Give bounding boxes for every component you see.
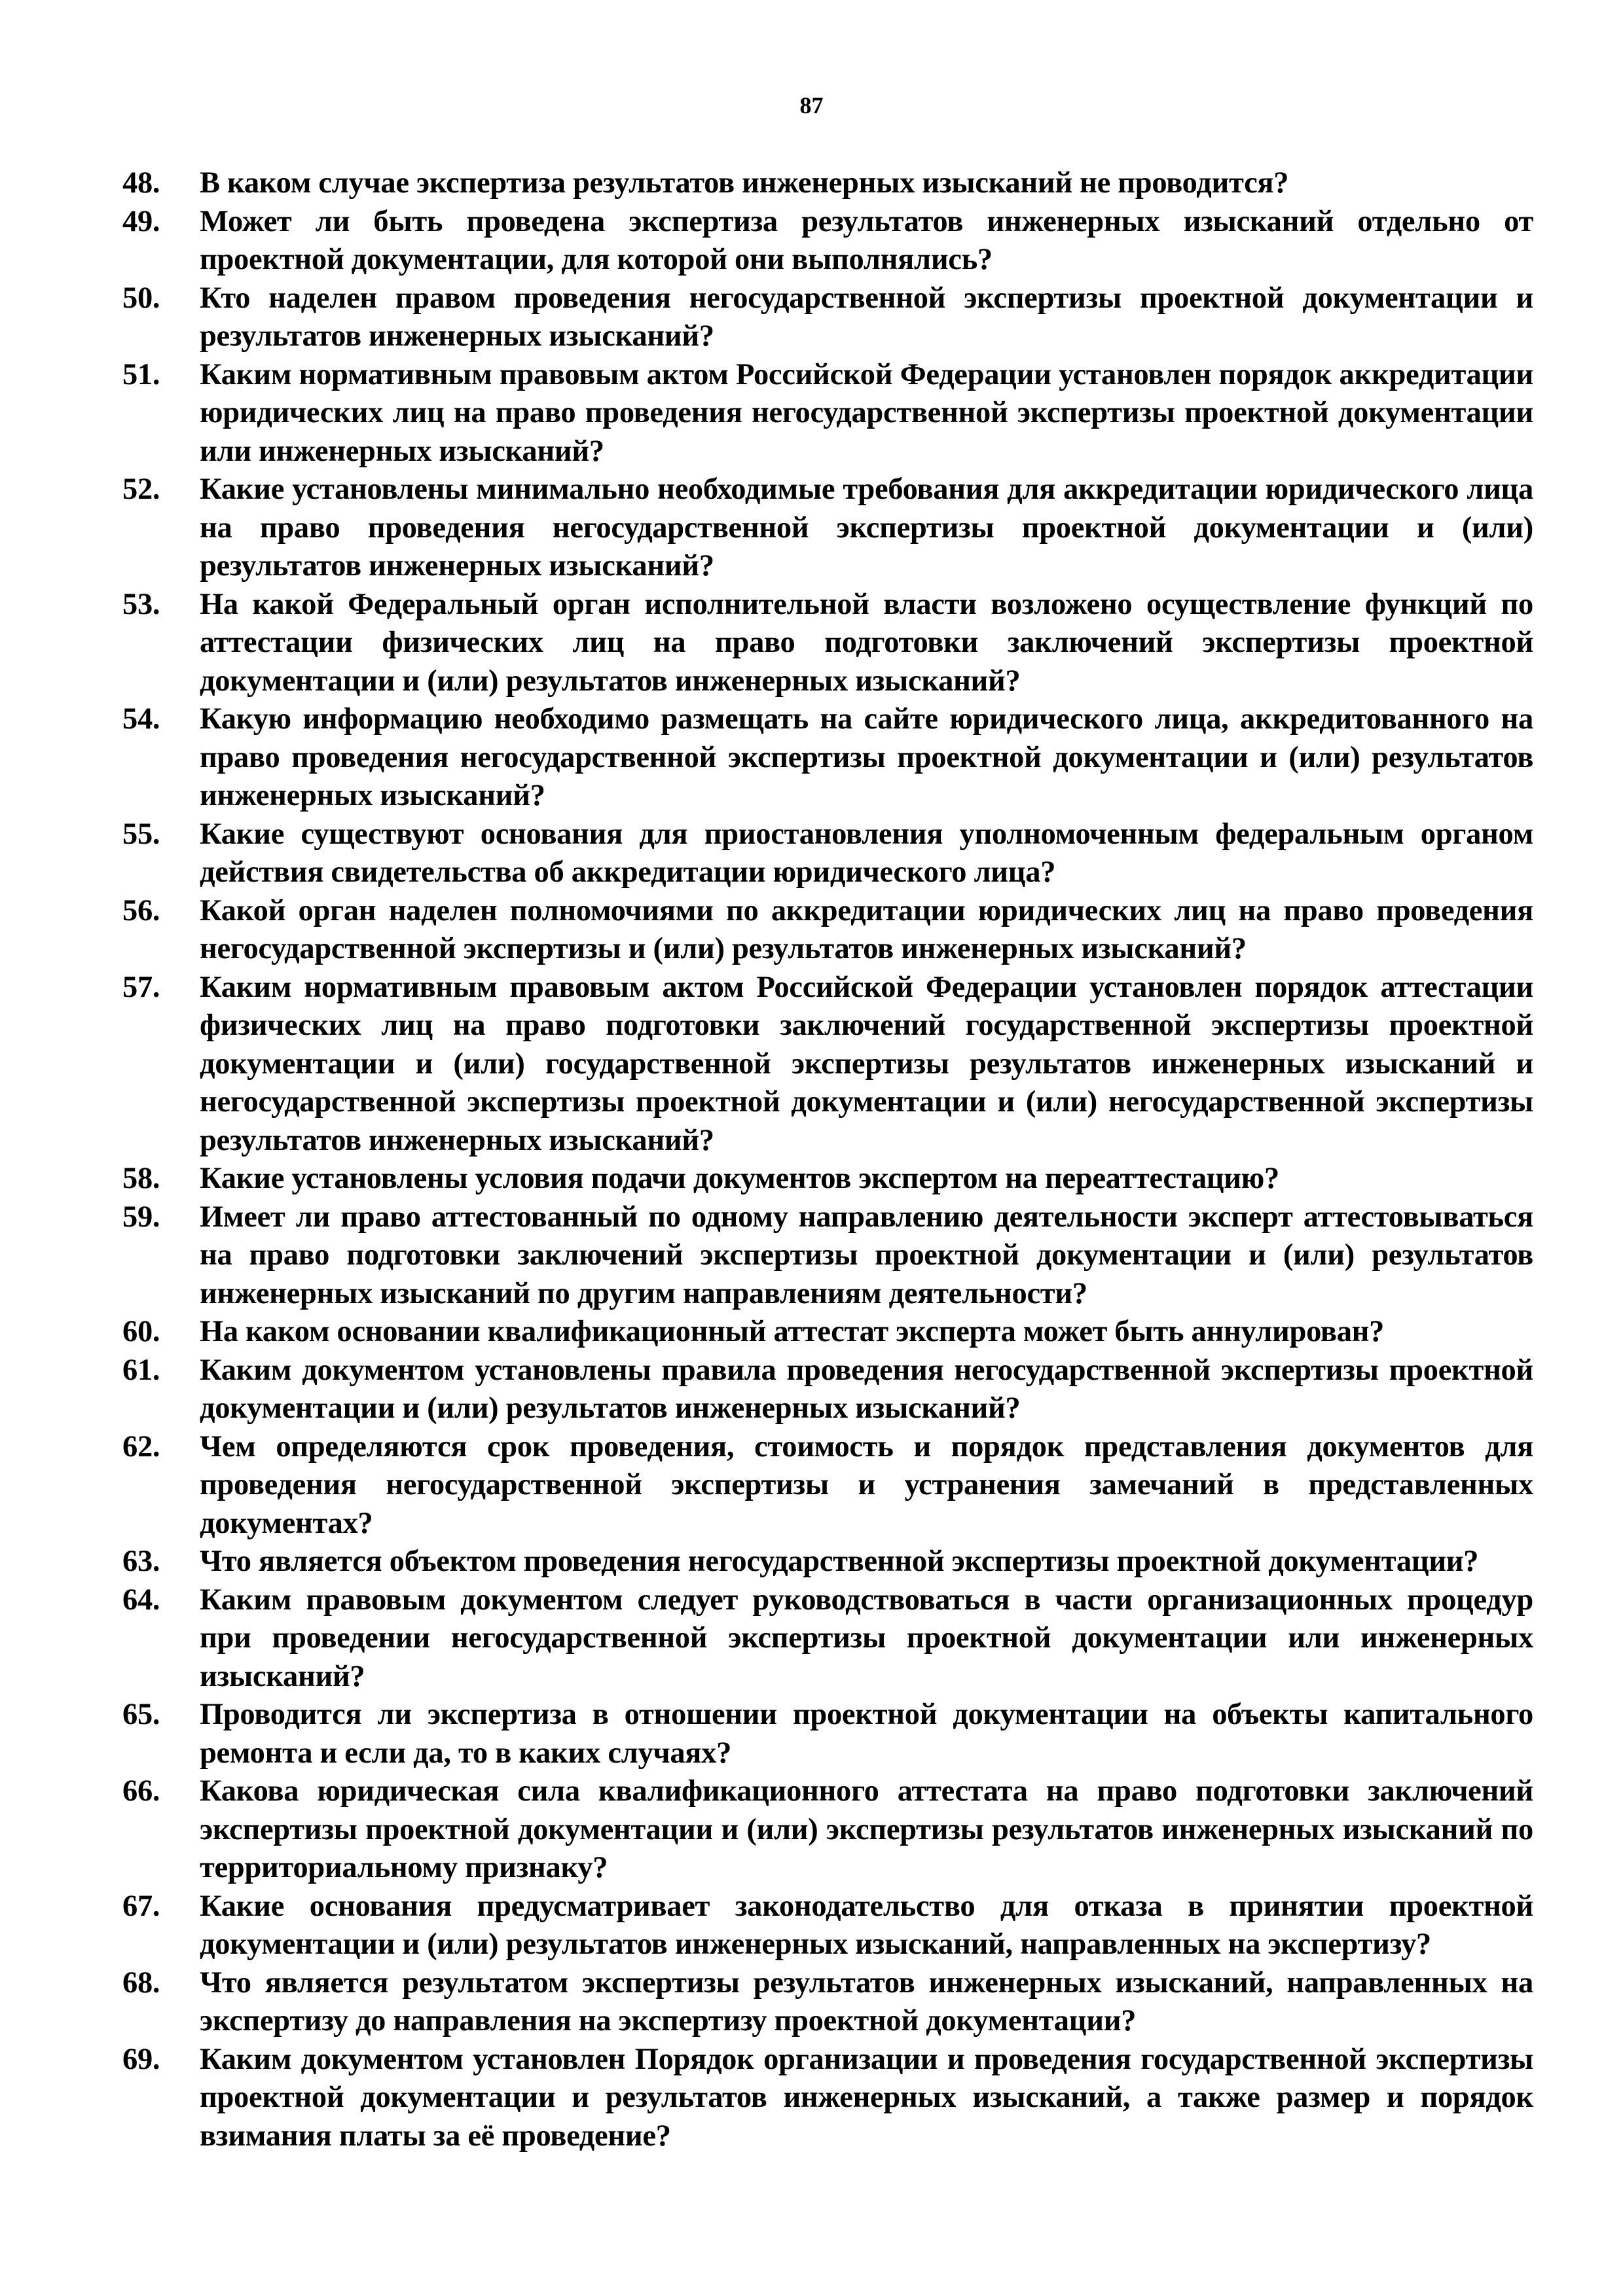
- question-number: 58.: [122, 1162, 160, 1195]
- question-number: 61.: [122, 1353, 160, 1387]
- question-item: [122, 1352, 1533, 1428]
- question-text: Что является объектом проведения негосударственной экспертизы проектной документации?: [200, 1545, 1479, 1578]
- question-text: Какую информацию необходимо размещать на сайте юридического лица, аккредитованного на право проведения негосударственной экспертизы проектной документации и (или) результатов инженерных изысканий?: [200, 702, 1533, 812]
- question-text: Проводится ли экспертиза в отношении проектной документации на объекты капитального ремонта и если да, то в каких случаях?: [200, 1698, 1533, 1770]
- question-number: 52.: [122, 473, 160, 506]
- question-item: [122, 164, 1533, 203]
- question-number: 50.: [122, 281, 160, 315]
- question-text: Может ли быть проведена экспертиза результатов инженерных изысканий отдельно от проектной документации, для которой они выполнялись?: [200, 204, 1533, 276]
- question-item: [122, 1428, 1533, 1543]
- question-number: 55.: [122, 817, 160, 851]
- question-item: [122, 471, 1533, 586]
- question-text: Каким правовым документом следует руководствоваться в части организационных процедур при проведении негосударственной экспертизы проектной документации или инженерных изысканий?: [200, 1583, 1533, 1693]
- question-number: 68.: [122, 1965, 160, 2000]
- question-number: 69.: [122, 2042, 160, 2076]
- page-number: 87: [799, 92, 824, 118]
- question-item: [122, 1198, 1533, 1314]
- question-text: Какие основания предусматривает законодательство для отказа в принятии проектной документации и (или) результатов инженерных изысканий, направленных на экспертизу?: [200, 1889, 1533, 1961]
- question-number: 67.: [122, 1889, 160, 1923]
- question-item: [122, 1313, 1533, 1352]
- question-item: [122, 892, 1533, 969]
- question-text: В каком случае экспертиза результатов инженерных изысканий не проводится?: [200, 166, 1289, 200]
- question-number: 65.: [122, 1698, 160, 1731]
- question-item: [122, 1581, 1533, 1696]
- question-item: [122, 1772, 1533, 1888]
- question-item: [122, 1160, 1533, 1198]
- question-item: [122, 1888, 1533, 1964]
- question-number: 62.: [122, 1429, 160, 1463]
- question-list: [122, 164, 1533, 2155]
- question-item: [122, 1696, 1533, 1772]
- question-number: 57.: [122, 970, 160, 1004]
- question-number: 59.: [122, 1200, 160, 1234]
- question-text: Чем определяются срок проведения, стоимость и порядок представления документов для проведения негосударственной экспертизы и устранения замечаний в представленных документах?: [200, 1429, 1533, 1540]
- question-number: 51.: [122, 357, 160, 391]
- question-number: 49.: [122, 204, 160, 238]
- question-number: 54.: [122, 702, 160, 736]
- question-text: На какой Федеральный орган исполнительной власти возложено осуществление функций по аттестации физических лиц на право подготовки заключений экспертизы проектной документации и (или) результатов инженерных изысканий?: [200, 587, 1533, 698]
- question-text: Какие установлены условия подачи документов экспертом на переаттестацию?: [200, 1162, 1279, 1195]
- question-number: 60.: [122, 1315, 160, 1348]
- question-item: [122, 356, 1533, 471]
- question-text: Каким нормативным правовым актом Российской Федерации установлен порядок аккредитации юридических лиц на право проведения негосударственной экспертизы проектной документации или инженерных изысканий?: [200, 357, 1533, 468]
- question-item: [122, 2041, 1533, 2156]
- question-number: 48.: [122, 166, 160, 200]
- question-item: [122, 1964, 1533, 2041]
- question-item: [122, 969, 1533, 1160]
- question-text: Какой орган наделен полномочиями по аккредитации юридических лиц на право проведения негосударственной экспертизы и (или) результатов инженерных изысканий?: [200, 893, 1533, 965]
- question-number: 66.: [122, 1774, 160, 1808]
- question-item: [122, 279, 1533, 356]
- question-text: Что является результатом экспертизы результатов инженерных изысканий, направленных на экспертизу до направления на экспертизу проектной документации?: [200, 1965, 1533, 2037]
- question-number: 56.: [122, 893, 160, 927]
- question-text: Каким документом установлены правила проведения негосударственной экспертизы проектной документации и (или) результатов инженерных изысканий?: [200, 1353, 1533, 1425]
- question-text: Какие существуют основания для приостановления уполномоченным федеральным органом действия свидетельства об аккредитации юридического лица?: [200, 817, 1533, 889]
- question-text: Кто наделен правом проведения негосударственной экспертизы проектной документации и результатов инженерных изысканий?: [200, 281, 1533, 353]
- question-number: 53.: [122, 587, 160, 621]
- question-item: [122, 586, 1533, 701]
- question-text: Какие установлены минимально необходимые требования для аккредитации юридического лица на право проведения негосударственной экспертизы проектной документации и (или) результатов инженерных изысканий?: [200, 473, 1533, 583]
- question-number: 64.: [122, 1583, 160, 1617]
- question-item: [122, 1543, 1533, 1581]
- question-text: Имеет ли право аттестованный по одному направлению деятельности эксперт аттестовываться на право подготовки заключений экспертизы проектной документации и (или) результатов инженерных изысканий по другим направлениям деятельности?: [200, 1200, 1533, 1310]
- question-item: [122, 816, 1533, 892]
- question-item: [122, 203, 1533, 279]
- question-text: Какова юридическая сила квалификационного аттестата на право подготовки заключений экспертизы проектной документации и (или) экспертизы результатов инженерных изысканий по территориальному признаку?: [200, 1774, 1533, 1884]
- question-text: Каким нормативным правовым актом Российской Федерации установлен порядок аттестации физических лиц на право подготовки заключений государственной экспертизы проектной документации и (или) государственной экспертизы результатов инженерных изысканий и негосударственной экспертизы проектной документации и (или) негосударственной экспертизы результатов инженерных изысканий?: [200, 970, 1533, 1157]
- question-text: Каким документом установлен Порядок организации и проведения государственной экспертизы проектной документации и результатов инженерных изысканий, а также размер и порядок взимания платы за её проведение?: [200, 2042, 1533, 2153]
- question-number: 63.: [122, 1545, 160, 1578]
- question-item: [122, 700, 1533, 816]
- question-text: На каком основании квалификационный аттестат эксперта может быть аннулирован?: [200, 1315, 1385, 1348]
